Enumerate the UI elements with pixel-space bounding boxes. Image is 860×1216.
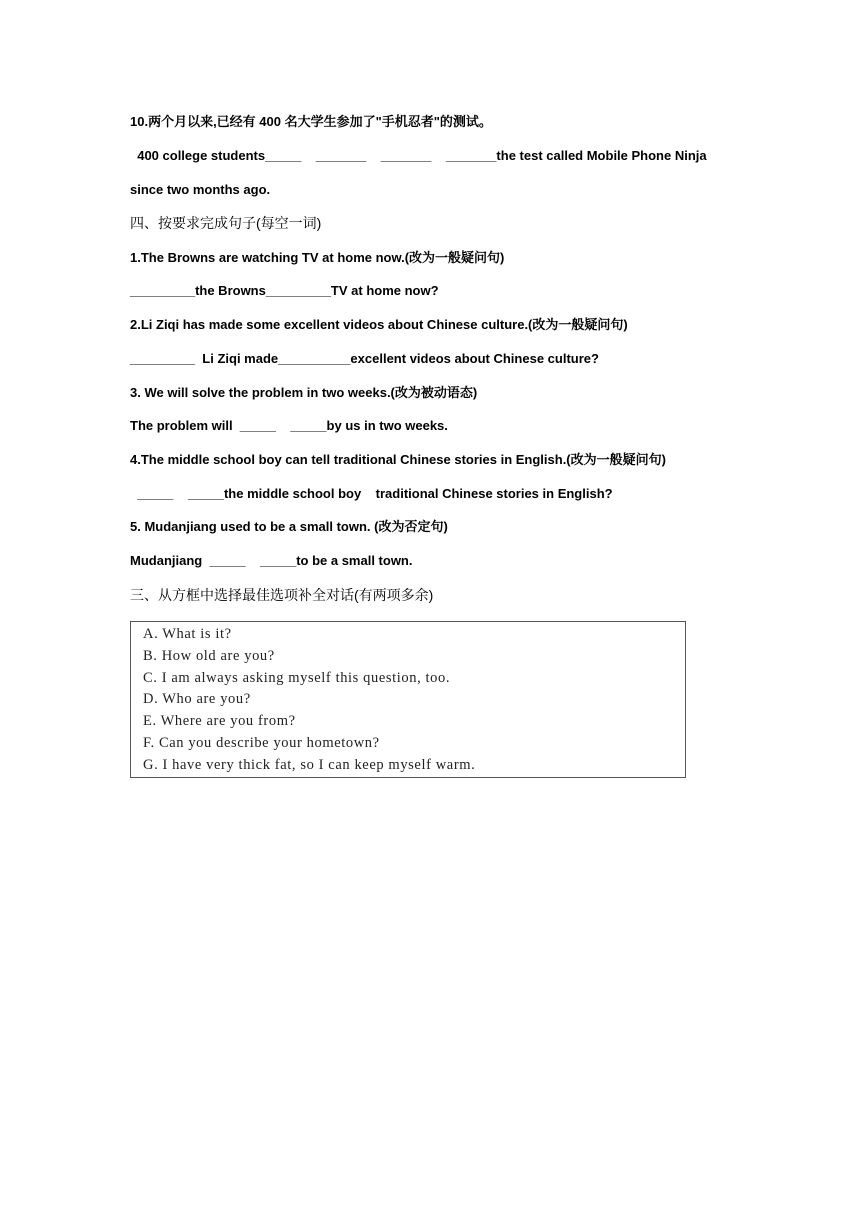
option-c: C. I am always asking myself this question, too.	[143, 670, 451, 686]
s4-item3-prompt: 3. We will solve the problem in two weeks.(改为被动语态)	[130, 385, 478, 400]
option-e: E. Where are you from?	[143, 713, 296, 729]
s4-item1-answer: _________the Browns_________TV at home now?	[130, 283, 439, 298]
q10-english-line2: since two months ago.	[130, 182, 271, 197]
s4-item2-answer: _________ Li Ziqi made__________excellent videos about Chinese culture?	[130, 351, 599, 366]
q10-chinese: 10.两个月以来,已经有 400 名大学生参加了"手机忍者"的测试。	[130, 114, 492, 129]
option-a: A. What is it?	[143, 626, 232, 642]
s4-item2-prompt: 2.Li Ziqi has made some excellent videos about Chinese culture.(改为一般疑问句)	[130, 317, 628, 332]
q10-english-line1: 400 college students_____ _______ _______ _______the test called Mobile Phone Ninja	[130, 148, 707, 163]
s4-item4-prompt: 4.The middle school boy can tell traditional Chinese stories in English.(改为一般疑问句)	[130, 452, 666, 467]
option-d: D. Who are you?	[143, 691, 251, 707]
section4-heading: 四、按要求完成句子(每空一词)	[130, 215, 322, 231]
options-box	[130, 621, 686, 778]
s4-item1-prompt: 1.The Browns are watching TV at home now.(改为一般疑问句)	[130, 250, 505, 265]
s4-item4-answer: _____ _____the middle school boy traditional Chinese stories in English?	[130, 486, 613, 501]
section3-heading: 三、从方框中选择最佳选项补全对话(有两项多余)	[130, 587, 434, 603]
s4-item5-answer: Mudanjiang _____ _____to be a small town.	[130, 553, 413, 568]
option-f: F. Can you describe your hometown?	[143, 735, 380, 751]
s4-item3-answer: The problem will _____ _____by us in two weeks.	[130, 418, 448, 433]
option-g: G. I have very thick fat, so I can keep myself warm.	[143, 757, 476, 773]
option-b: B. How old are you?	[143, 648, 275, 664]
s4-item5-prompt: 5. Mudanjiang used to be a small town. (改为否定句)	[130, 519, 448, 534]
